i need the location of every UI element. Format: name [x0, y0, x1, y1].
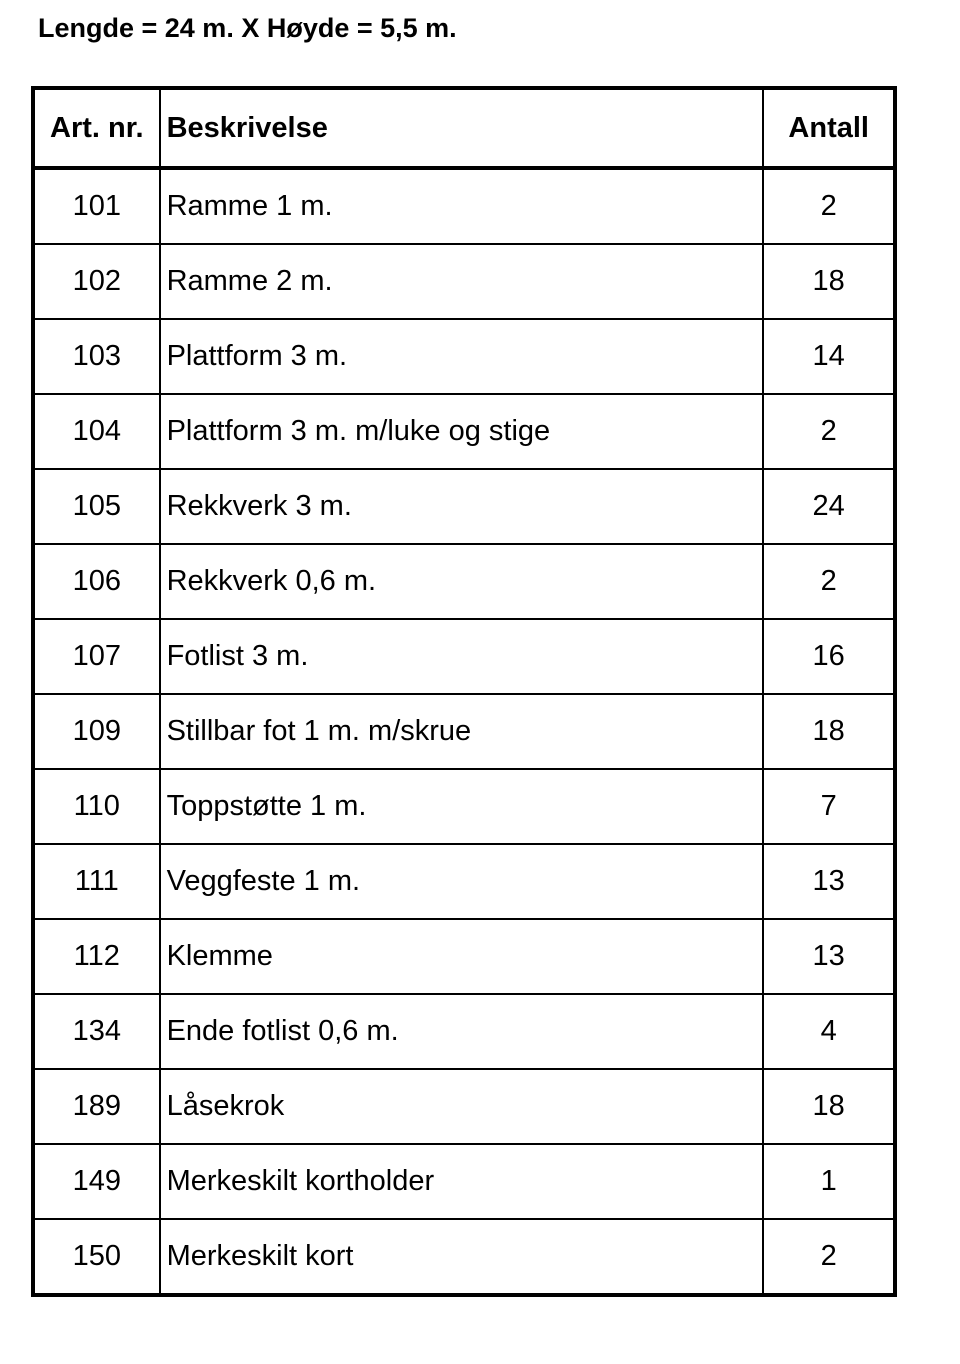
- cell-art-nr: 134: [33, 994, 160, 1069]
- table-row: [33, 244, 895, 319]
- cell-art-nr: 109: [33, 694, 160, 769]
- cell-art-nr: 189: [33, 1069, 160, 1144]
- cell-description: Rekkverk 3 m.: [160, 469, 764, 544]
- cell-description: Merkeskilt kort: [160, 1219, 764, 1295]
- table-row: [33, 1069, 895, 1144]
- table-row: [33, 319, 895, 394]
- header-quantity: Antall: [763, 88, 895, 168]
- cell-art-nr: 105: [33, 469, 160, 544]
- table-row: [33, 1219, 895, 1295]
- cell-quantity: 16: [763, 619, 895, 694]
- cell-description: Ende fotlist 0,6 m.: [160, 994, 764, 1069]
- table-row: [33, 844, 895, 919]
- cell-quantity: 1: [763, 1144, 895, 1219]
- cell-quantity: 18: [763, 1069, 895, 1144]
- cell-art-nr: 149: [33, 1144, 160, 1219]
- table-row: [33, 168, 895, 244]
- table-row: [33, 1144, 895, 1219]
- cell-art-nr: 106: [33, 544, 160, 619]
- table-row: [33, 694, 895, 769]
- cell-art-nr: 103: [33, 319, 160, 394]
- cell-quantity: 13: [763, 919, 895, 994]
- table-header-row: [33, 88, 895, 168]
- cell-art-nr: 104: [33, 394, 160, 469]
- cell-description: Ramme 1 m.: [160, 168, 764, 244]
- cell-art-nr: 112: [33, 919, 160, 994]
- table-row: [33, 394, 895, 469]
- cell-quantity: 13: [763, 844, 895, 919]
- table-row: [33, 619, 895, 694]
- cell-art-nr: 107: [33, 619, 160, 694]
- cell-quantity: 4: [763, 994, 895, 1069]
- header-description: Beskrivelse: [160, 88, 764, 168]
- cell-quantity: 18: [763, 244, 895, 319]
- cell-art-nr: 102: [33, 244, 160, 319]
- table-row: [33, 769, 895, 844]
- cell-description: Veggfeste 1 m.: [160, 844, 764, 919]
- cell-quantity: 14: [763, 319, 895, 394]
- cell-description: Merkeskilt kortholder: [160, 1144, 764, 1219]
- table-row: [33, 469, 895, 544]
- parts-table: [31, 86, 897, 1297]
- cell-art-nr: 150: [33, 1219, 160, 1295]
- cell-quantity: 2: [763, 544, 895, 619]
- table-row: [33, 919, 895, 994]
- cell-art-nr: 110: [33, 769, 160, 844]
- cell-description: Klemme: [160, 919, 764, 994]
- cell-quantity: 18: [763, 694, 895, 769]
- cell-description: Ramme 2 m.: [160, 244, 764, 319]
- table-row: [33, 544, 895, 619]
- cell-description: Stillbar fot 1 m. m/skrue: [160, 694, 764, 769]
- table-row: [33, 994, 895, 1069]
- cell-art-nr: 101: [33, 168, 160, 244]
- cell-description: Plattform 3 m. m/luke og stige: [160, 394, 764, 469]
- cell-art-nr: 111: [33, 844, 160, 919]
- cell-quantity: 24: [763, 469, 895, 544]
- header-art-nr: Art. nr.: [33, 88, 160, 168]
- cell-description: Låsekrok: [160, 1069, 764, 1144]
- cell-description: Rekkverk 0,6 m.: [160, 544, 764, 619]
- cell-quantity: 2: [763, 168, 895, 244]
- cell-description: Toppstøtte 1 m.: [160, 769, 764, 844]
- cell-description: Plattform 3 m.: [160, 319, 764, 394]
- cell-quantity: 2: [763, 1219, 895, 1295]
- cell-quantity: 2: [763, 394, 895, 469]
- cell-quantity: 7: [763, 769, 895, 844]
- page-title: Lengde = 24 m. X Høyde = 5,5 m.: [38, 13, 457, 43]
- cell-description: Fotlist 3 m.: [160, 619, 764, 694]
